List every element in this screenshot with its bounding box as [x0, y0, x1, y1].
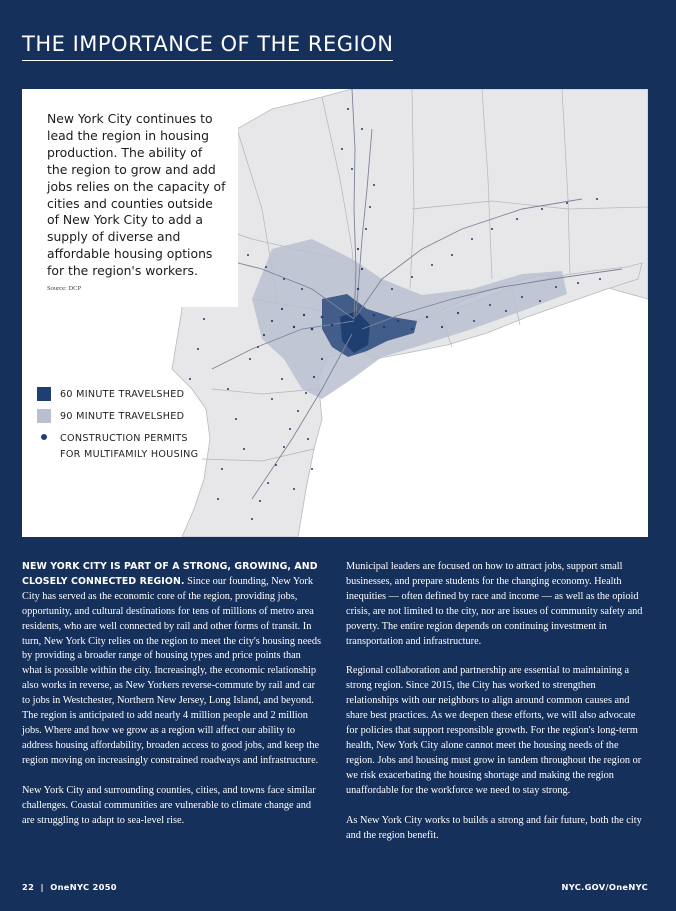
body-column-right — [346, 560, 646, 858]
travelshed-90-swatch-icon — [37, 409, 51, 423]
body-column-left — [22, 560, 322, 843]
legend-item-90-minute — [37, 407, 237, 429]
body-paragraph: As New York City works to builds a strong and fair future, both the city and the region benefit. — [346, 814, 642, 841]
map-legend — [37, 385, 237, 465]
legend-label: 90 MINUTE TRAVELSHED — [60, 411, 185, 422]
region-map — [22, 89, 648, 537]
body-paragraph: Municipal leaders are focused on how to attract jobs, support small businesses, and prepare students for the changing economy. Health inequities — often defined by race and income — as well as the opioid crisis, are not limited to the city, nor are issues of community safety and poverty. The entire region depends on continuing investment in transportation and infrastructure. — [346, 561, 643, 647]
legend-label-line2: FOR MULTIFAMILY HOUSING — [60, 449, 199, 460]
permit-dot-icon — [41, 434, 47, 440]
callout-source: Source: DCP — [47, 285, 82, 293]
page-title: THE IMPORTANCE OF THE REGION — [22, 30, 393, 61]
footer-page-label: 22 | OneNYC 2050 — [22, 882, 117, 892]
legend-item-permits — [37, 429, 237, 465]
callout-box — [34, 101, 238, 307]
callout-text: New York City continues to lead the region in housing production. The ability of the region to grow and add jobs relies on the capacity of cities and counties outside of New York City to add a supply of diverse and affordable housing options for the region's workers. — [47, 111, 226, 279]
paragraph-text: Since our founding, New York City has served as the economic core of the region, providing jobs, opportunity, and cultural destinations for tens of millions of metro area residents, who are well connected by rail and other forms of transit. In turn, New York City relies on the region to meet the city's housing needs by providing a broader range of housing types and price points than what is possible within the city. Increasingly, the economic relationship also works in reverse, as New Yorkers reverse-commute by rail and car to jobs in Westchester, Northern New Jersey, Long Island, and beyond. The region is anticipated to add nearly 4 million people and 2 million jobs. Where and how we grow as a region will affect our ability to address housing affordability, broaden access to good jobs, and keep the region moving on increasingly constrained roadways and infrastructure. — [22, 575, 321, 766]
footer-url[interactable]: NYC.GOV/OneNYC — [561, 882, 648, 892]
body-paragraph: New York City and surrounding counties, cities, and towns face similar challenges. Coastal communities are vulnerable to climate change and are struggling to adapt to sea-level rise. — [22, 784, 316, 826]
travelshed-60-swatch-icon — [37, 387, 51, 401]
legend-label: 60 MINUTE TRAVELSHED — [60, 389, 185, 400]
body-paragraph: Regional collaboration and partnership are essential to maintaining a strong region. Since 2015, the City has worked to strengthen relationships with our neighbors to align around common causes and share best practices. As we deepen these efforts, we will also advocate for policies that support responsible growth. For the region's long-term health, New York City alone cannot meet the housing needs of the region. Jobs and housing must grow in tandem throughout the region or we risk exacerbating the housing shortage and making the region unaffordable for the workforce we need to stay strong. — [346, 665, 642, 796]
legend-label: CONSTRUCTION PERMITS — [60, 433, 188, 444]
legend-item-60-minute — [37, 385, 237, 407]
body-paragraph — [22, 560, 322, 769]
lead-in: NEW YORK CITY IS PART OF A STRONG, GROWING, AND CLOSELY CONNECTED REGION. — [22, 561, 318, 587]
